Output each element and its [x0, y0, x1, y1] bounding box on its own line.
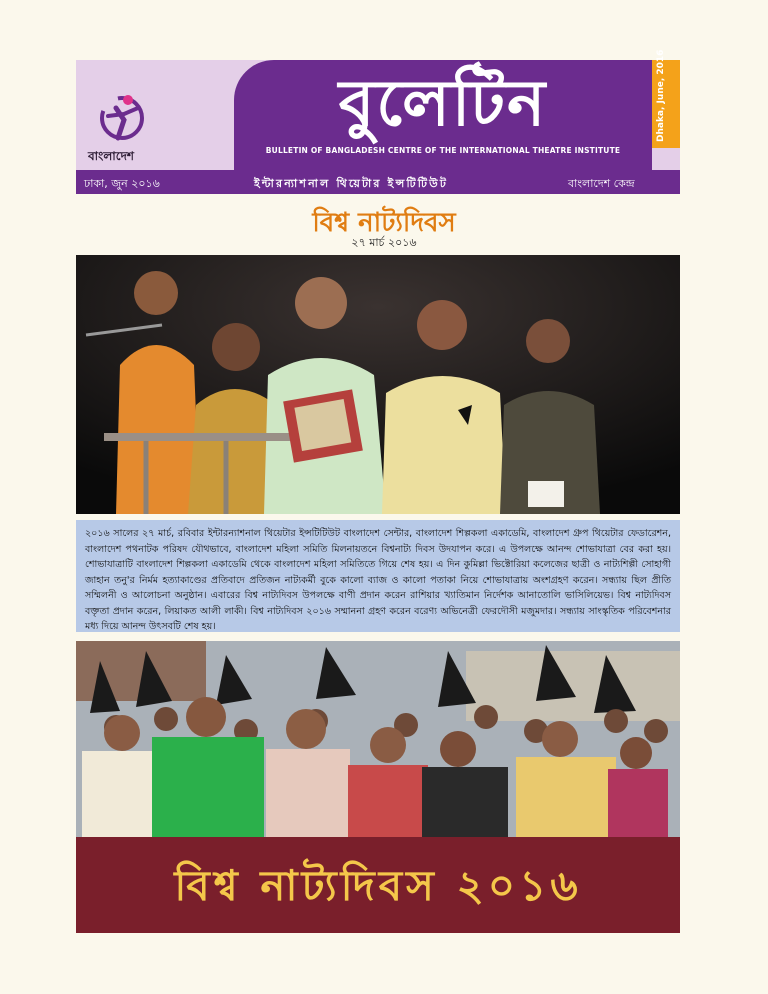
award-ceremony-photo: [76, 255, 680, 514]
ceremony-illustration: [76, 255, 680, 514]
centre-name: বাংলাদেশ কেন্দ্র: [568, 177, 635, 190]
article-date: ২৭ মার্চ ২০১৬: [351, 236, 417, 249]
dancer-logo-icon: [94, 90, 150, 146]
article-headline: বিশ্ব নাট্যদিবস: [312, 208, 456, 238]
dateline-tab: [652, 49, 680, 148]
rally-banner-text: বিশ্ব নাট্যদিবস ২০১৬: [174, 861, 582, 910]
title-banner: [234, 60, 652, 170]
logo-text: বাংলাদেশ: [88, 149, 134, 163]
iti-logo: [76, 60, 236, 170]
bulletin-title: বুলেটিন: [338, 67, 548, 141]
masthead-strip: [76, 170, 680, 194]
institute-name: ইন্টারন্যাশনাল থিয়েটার ইন্সটিটিউট: [254, 177, 449, 190]
dateline-text: Dhaka, June, 2016: [656, 49, 666, 142]
rally-photo: [76, 641, 680, 933]
article-body: ২০১৬ সালের ২৭ মার্চ, রবিবার ইন্টারন্যাশনাল থিয়েটার ইন্সটিটিউট বাংলাদেশ সেন্টার, বাংলাদেশ শিল্পকলা একাডেমি, বাংলাদেশ গ্রুপ থিয়েটার ফেডারেশন, বাংলাদেশ পথনাটক পরিষদ যৌথভাবে, বাংলাদেশ মহিলা সমিতি মিলনায়তনে বিশ্বনাট্য দিবস উদযাপন করে। এ উপলক্ষে আনন্দ শোভাযাত্রা বের করা হয়। শোভাযাত্রাটি বাংলাদেশ শিল্পকলা একাডেমি থেকে বাংলাদেশ মহিলা সমিতিতে গিয়ে শেষ হয়। এ দিন কুমিল্লা ভিক্টোরিয়া কলেজের ছাত্রী ও নাট্যশিল্পী সোহাগী জাহান তনু'র নির্মম হত্যাকাণ্ডের প্রতিবাদে প্রতিজন নাট্যকর্মী বুকে কালো ব্যাজ ও কালো পতাকা নিয়ে শোভাযাত্রায় অংশগ্রহণ করেন। সন্ধ্যায় ছিল প্রীতি সম্মিলনী ও আলোচনা অনুষ্ঠান। এবারের বিশ্ব নাট্যদিবস উপলক্ষে বাণী প্রদান করেন রাশিয়ার খ্যাতিমান নির্দেশক আনাতোলি ভাসিলিয়েভ। বিশ্ব নাট্যদিবস বক্তৃতা প্রদান করেন, লিয়াকত আলী লাকী। বিশ্ব নাট্যদিবস ২০১৬ সম্মাননা গ্রহণ করেন বরেণ্য অভিনেত্রী ফেরদৌসী মজুমদার। সন্ধ্যায় সাংস্কৃতিক পরিবেশনার মধ্য দিয়ে আনন্দ উৎসবটি শেষ হয়।: [76, 520, 680, 632]
bulletin-subtitle: BULLETIN OF BANGLADESH CENTRE OF THE INTERNATIONAL THEATRE INSTITUTE: [265, 146, 621, 155]
masthead: [76, 49, 680, 194]
issue-date: ঢাকা, জুন ২০১৬: [84, 177, 160, 190]
